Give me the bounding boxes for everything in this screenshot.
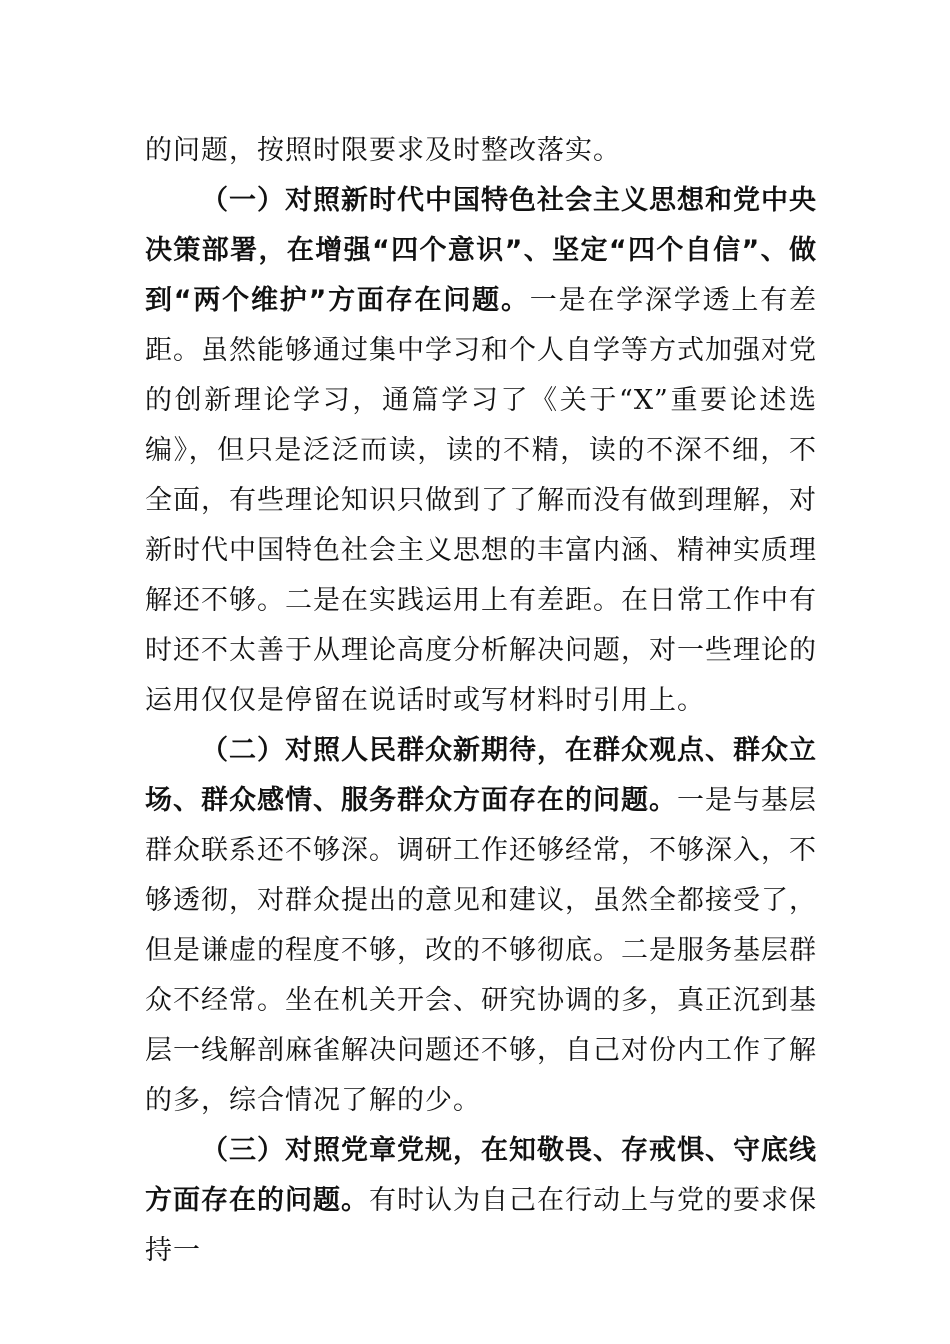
paragraph-continuation bbox=[145, 126, 817, 176]
paragraph-section-3 bbox=[145, 1126, 817, 1276]
paragraph-text: 有时认为自己在行动上与党的要求保持一 bbox=[145, 1185, 817, 1266]
section-heading-2: （二）对照人民群众新期待，在群众观点、群众立场、群众感情、服务群众方面存在的问题。 bbox=[145, 735, 817, 816]
section-heading-1: （一）对照新时代中国特色社会主义思想和党中央决策部署，在增强“四个意识”、坚定“四个自信”、做到“两个维护”方面存在问题。 bbox=[145, 185, 817, 316]
paragraph-text: 一是与基层群众联系还不够深。调研工作还够经常，不够深入，不够透彻，对群众提出的意见和建议，虽然全都接受了，但是谦虚的程度不够，改的不够彻底。二是服务基层群众不经常。坐在机关开会、研究协调的多，真正沉到基层一线解剖麻雀解决问题还不够，自己对份内工作了解的多，综合情况了解的少。 bbox=[145, 785, 817, 1116]
paragraph-section-1 bbox=[145, 176, 817, 726]
document-body bbox=[145, 126, 817, 1276]
section-heading-3: （三）对照党章党规，在知敬畏、存戒惧、守底线方面存在的问题。 bbox=[145, 1135, 817, 1216]
paragraph-text: 的问题，按照时限要求及时整改落实。 bbox=[145, 135, 621, 166]
paragraph-text: 一是在学深学透上有差距。虽然能够通过集中学习和个人自学等方式加强对党的创新理论学习，通篇学习了《关于“X”重要论述选编》，但只是泛泛而读，读的不精，读的不深不细，不全面，有些理论知识只做到了了解而没有做到理解，对新时代中国特色社会主义思想的丰富内涵、精神实质理解还不够。二是在实践运用上有差距。在日常工作中有时还不太善于从理论高度分析解决问题，对一些理论的运用仅仅是停留在说话时或写材料时引用上。 bbox=[145, 285, 818, 716]
paragraph-section-2 bbox=[145, 726, 817, 1126]
